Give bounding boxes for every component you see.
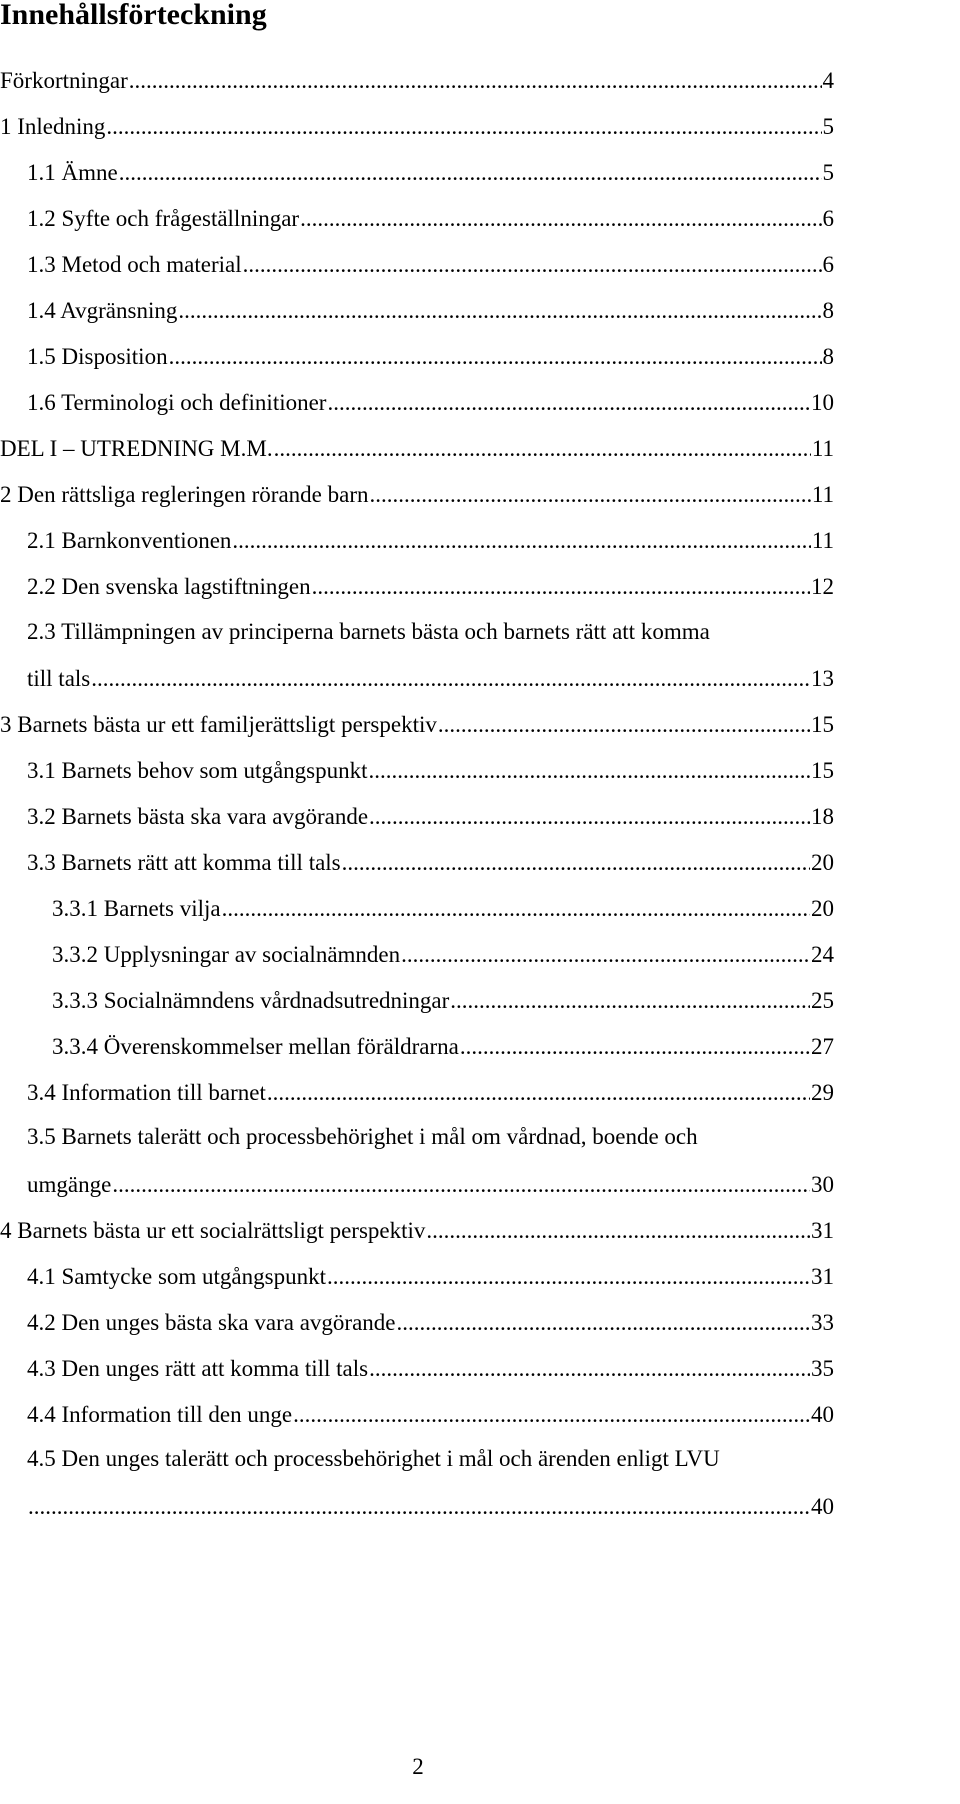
toc-entry-title: 1.2 Syfte och frågeställningar [27, 206, 300, 231]
toc-entry-2-3[interactable] [27, 662, 834, 692]
dot-leader [119, 160, 822, 186]
dot-leader [312, 574, 810, 600]
toc-entry-page: 5 [822, 114, 834, 139]
toc-entry-title: 3.1 Barnets behov som utgångspunkt [27, 758, 368, 783]
toc-entry-title: 1.3 Metod och material [27, 252, 242, 277]
dot-leader [106, 114, 821, 140]
toc-entry-page: 20 [811, 850, 834, 875]
toc-entry-forkortningar[interactable] [0, 64, 834, 94]
dot-leader [369, 804, 810, 830]
toc-entry-del-i[interactable] [0, 432, 834, 462]
toc-entry-4-1[interactable] [27, 1260, 834, 1290]
toc-entry-3-3-1[interactable] [52, 892, 834, 922]
toc-entry-3-3-4[interactable] [52, 1030, 834, 1060]
toc-entry-title: 1 Inledning [0, 114, 106, 139]
dot-leader [397, 1310, 810, 1336]
toc-entry-3[interactable] [0, 708, 834, 738]
toc-entry-4-5-title[interactable]: 4.5 Den unges talerätt och processbehörighet i mål och ärenden enligt LVU [27, 1446, 720, 1471]
toc-entry-page: 13 [811, 666, 834, 691]
toc-entry-1-6[interactable] [27, 386, 834, 416]
dot-leader [438, 712, 810, 738]
toc-entry-page: 12 [811, 574, 834, 599]
toc-entry-title: 1.6 Terminologi och definitioner [27, 390, 327, 415]
toc-entry-title: DEL I – UTREDNING M.M. [0, 436, 273, 461]
toc-entry-title: 3.3.1 Barnets vilja [52, 896, 221, 921]
toc-entry-page: 20 [811, 896, 834, 921]
toc-entry-3-3[interactable] [27, 846, 834, 876]
toc-entry-title: 4.3 Den unges rätt att komma till tals [27, 1356, 369, 1381]
page-number: 2 [412, 1754, 424, 1779]
toc-entry-1-5[interactable] [27, 340, 834, 370]
dot-leader [274, 436, 811, 462]
toc-entry-page: 6 [822, 252, 834, 277]
toc-entry-1-3[interactable] [27, 248, 834, 278]
dot-leader [129, 68, 822, 94]
toc-entry-page: 5 [822, 160, 834, 185]
toc-entry-title: till tals [27, 666, 91, 691]
dot-leader [426, 1218, 810, 1244]
toc-entry-3-1[interactable] [27, 754, 834, 784]
toc-entry-title: 4.2 Den unges bästa ska vara avgörande [27, 1310, 396, 1335]
dot-leader [293, 1402, 810, 1428]
toc-entry-2-3-title[interactable]: 2.3 Tillämpningen av principerna barnets bästa och barnets rätt att komma [27, 619, 710, 644]
dot-leader [232, 528, 810, 554]
toc-entry-title: 4.1 Samtycke som utgångspunkt [27, 1264, 326, 1289]
toc-entry-3-3-2[interactable] [52, 938, 834, 968]
toc-entry-title: 3.3.2 Upplysningar av socialnämnden [52, 942, 401, 967]
toc-entry-title: 1.5 Disposition [27, 344, 168, 369]
dot-leader [91, 666, 810, 692]
toc-entry-3-5-title[interactable]: 3.5 Barnets talerätt och processbehörighet i mål om vårdnad, boende och [27, 1124, 698, 1149]
toc-entry-title: umgänge [27, 1172, 112, 1197]
toc-entry-page: 40 [811, 1494, 834, 1519]
toc-entry-2-2[interactable] [27, 570, 834, 600]
toc-entry-4-4[interactable] [27, 1398, 834, 1428]
toc-entry-page: 27 [811, 1034, 834, 1059]
toc-entry-4-2[interactable] [27, 1306, 834, 1336]
toc-entry-title: 3.3.3 Socialnämndens vårdnadsutredningar [52, 988, 450, 1013]
dot-leader [222, 896, 810, 922]
dot-leader [369, 1356, 810, 1382]
page-title: Innehållsförteckning [0, 0, 267, 31]
toc-entry-2[interactable] [0, 478, 834, 508]
toc-entry-3-4[interactable] [27, 1076, 834, 1106]
toc-entry-page: 29 [811, 1080, 834, 1105]
toc-entry-title: 3.2 Barnets bästa ska vara avgörande [27, 804, 369, 829]
toc-entry-page: 33 [811, 1310, 834, 1335]
toc-entry-3-3-3[interactable] [52, 984, 834, 1014]
toc-entry-page: 31 [811, 1218, 834, 1243]
dot-leader [369, 482, 810, 508]
dot-leader [460, 1034, 810, 1060]
toc-entry-4-5[interactable] [27, 1490, 834, 1520]
dot-leader [169, 344, 822, 370]
toc-entry-1-4[interactable] [27, 294, 834, 324]
toc-entry-page: 8 [822, 298, 834, 323]
toc-entry-1-1[interactable] [27, 156, 834, 186]
toc-entry-title: 4 Barnets bästa ur ett socialrättsligt perspektiv [0, 1218, 426, 1243]
toc-entry-3-2[interactable] [27, 800, 834, 830]
dot-leader [28, 1494, 810, 1520]
toc-entry-title: 2 Den rättsliga regleringen rörande barn [0, 482, 369, 507]
toc-entry-page: 30 [811, 1172, 834, 1197]
toc-entry-title: 3.3 Barnets rätt att komma till tals [27, 850, 341, 875]
toc-entry-4[interactable] [0, 1214, 834, 1244]
dot-leader [450, 988, 810, 1014]
toc-entry-page: 11 [811, 482, 834, 507]
toc-entry-2-1[interactable] [27, 524, 834, 554]
toc-entry-page: 31 [811, 1264, 834, 1289]
toc-entry-title: 2.1 Barnkonventionen [27, 528, 232, 553]
dot-leader [300, 206, 821, 232]
dot-leader [112, 1172, 810, 1198]
toc-entry-4-3[interactable] [27, 1352, 834, 1382]
toc-entry-page: 40 [811, 1402, 834, 1427]
toc-entry-title: 3.3.4 Överenskommelser mellan föräldrarna [52, 1034, 459, 1059]
dot-leader [243, 252, 822, 278]
dot-leader [401, 942, 810, 968]
toc-entry-title: 4.4 Information till den unge [27, 1402, 293, 1427]
toc-entry-page: 18 [811, 804, 834, 829]
toc-entry-page: 24 [811, 942, 834, 967]
toc-entry-1-inledning[interactable] [0, 110, 834, 140]
toc-entry-title: 3.4 Information till barnet [27, 1080, 266, 1105]
toc-entry-page: 25 [811, 988, 834, 1013]
toc-entry-page: 11 [811, 528, 834, 553]
toc-entry-title: Förkortningar [0, 68, 128, 93]
toc-entry-page: 8 [822, 344, 834, 369]
toc-entry-page: 11 [811, 436, 834, 461]
toc-entry-title: 2.2 Den svenska lagstiftningen [27, 574, 311, 599]
toc-entry-page: 6 [822, 206, 834, 231]
dot-leader [327, 1264, 810, 1290]
toc-entry-page: 10 [811, 390, 834, 415]
toc-entry-title: 3 Barnets bästa ur ett familjerättsligt perspektiv [0, 712, 437, 737]
toc-entry-page: 35 [811, 1356, 834, 1381]
dot-leader [178, 298, 821, 324]
toc-entry-title: 1.1 Ämne [27, 160, 118, 185]
toc-entry-1-2[interactable] [27, 202, 834, 232]
toc-entry-title: 1.4 Avgränsning [27, 298, 178, 323]
dot-leader [342, 850, 810, 876]
toc-entry-page: 4 [822, 68, 834, 93]
dot-leader [267, 1080, 810, 1106]
toc-entry-3-5[interactable] [27, 1168, 834, 1198]
toc-entry-page: 15 [811, 712, 834, 737]
toc-entry-page: 15 [811, 758, 834, 783]
dot-leader [369, 758, 811, 784]
dot-leader [327, 390, 810, 416]
